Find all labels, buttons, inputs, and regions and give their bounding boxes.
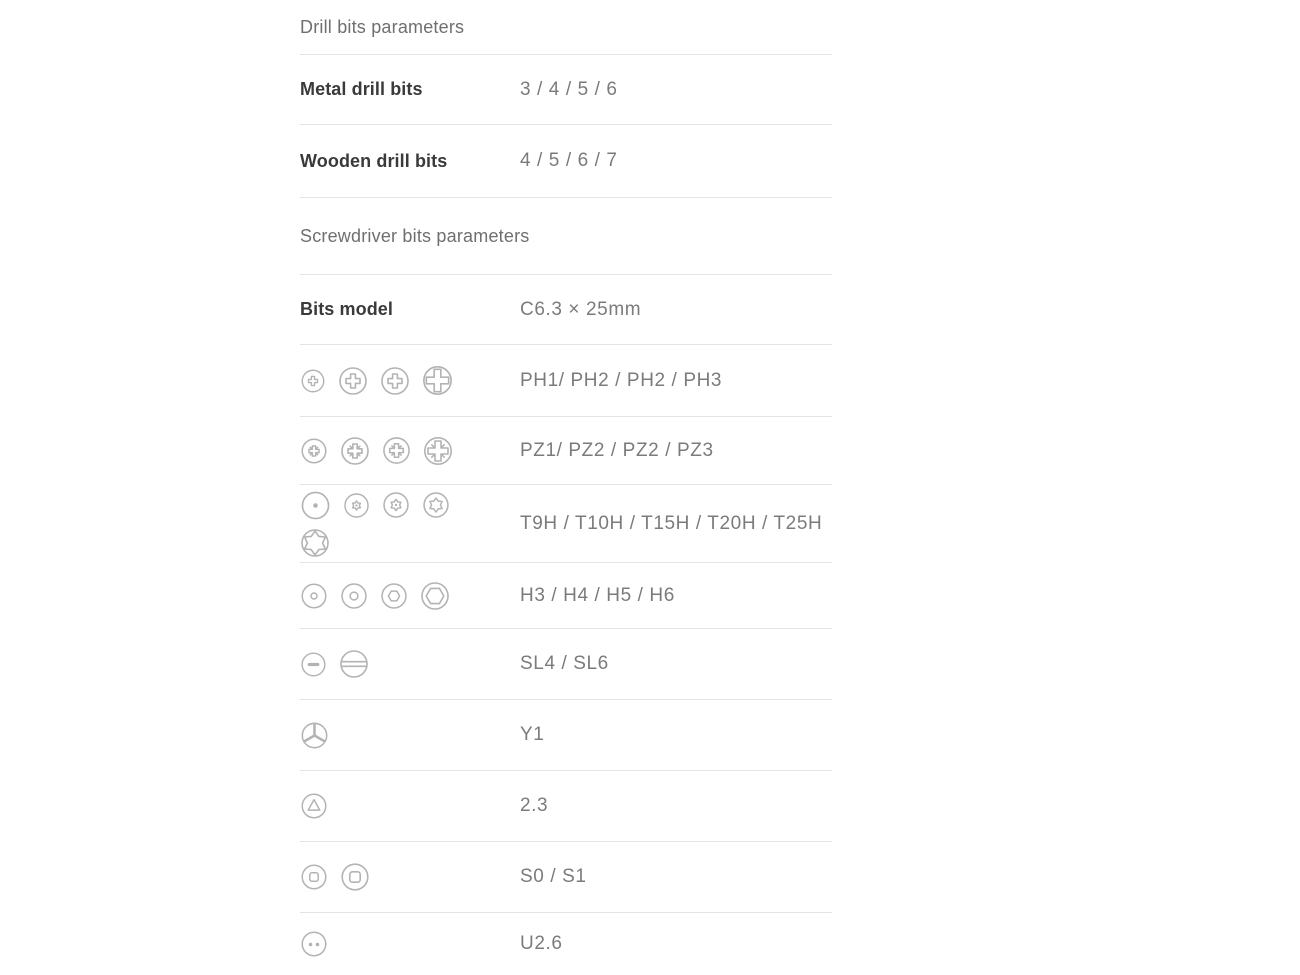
table-row (300, 125, 832, 198)
table-row (300, 842, 832, 913)
torx-t9h-icon (300, 490, 331, 521)
row-value: 2.3 (520, 795, 549, 816)
square-s0-icon (300, 863, 328, 891)
hex-h6-icon (420, 581, 450, 611)
pozidriv-pz2b-icon (382, 436, 411, 465)
section-title: Drill bits parameters (300, 16, 465, 37)
row-value: U2.6 (520, 933, 563, 954)
phillips-ph2b-icon (380, 366, 410, 396)
pozidriv-pz3-icon (423, 436, 453, 466)
table-row (300, 563, 832, 629)
row-value: S0 / S1 (520, 866, 587, 887)
phillips-ph2-icon (338, 366, 368, 396)
ufork-u26-icon (300, 930, 328, 958)
hex-h5-icon (380, 582, 408, 610)
table-row (300, 417, 832, 485)
table-row (300, 345, 832, 417)
row-value: SL4 / SL6 (520, 653, 609, 674)
row-value: C6.3 × 25mm (520, 298, 642, 320)
phillips-ph3-icon (422, 365, 453, 396)
row-value: 3 / 4 / 5 / 6 (520, 78, 618, 100)
row-label: Wooden drill bits (300, 150, 448, 171)
triwing-y1-icon (300, 721, 329, 750)
pozidriv-pz2-icon (340, 436, 370, 466)
slotted-sl4-icon (300, 651, 327, 678)
row-value: T9H / T10H / T15H / T20H / T25H (520, 512, 823, 534)
row-value: PZ1/ PZ2 / PZ2 / PZ3 (520, 439, 714, 461)
row-label: Bits model (300, 299, 394, 319)
row-label: Metal drill bits (300, 79, 423, 99)
hex-h4-icon (340, 582, 368, 610)
table-row (300, 485, 832, 563)
phillips-ph1-icon (300, 368, 326, 394)
slotted-sl6-icon (339, 649, 369, 679)
section-title: Screwdriver bits parameters (300, 225, 530, 246)
square-s1-icon (340, 862, 370, 892)
spec-table (300, 0, 832, 975)
hex-h3-icon (300, 582, 328, 610)
table-row (300, 275, 832, 345)
section-screwdriver-bits (300, 198, 832, 275)
torx-t20h-icon (422, 491, 450, 519)
table-row (300, 771, 832, 842)
table-row (300, 700, 832, 771)
triangle-bit-icon (300, 792, 328, 820)
torx-t15h-icon (382, 491, 410, 519)
pozidriv-pz1-icon (300, 437, 328, 465)
row-value: Y1 (520, 724, 545, 745)
table-row (300, 913, 832, 975)
section-drill-bits (300, 0, 832, 55)
table-row (300, 55, 832, 125)
torx-t10h-icon (343, 492, 370, 519)
table-row (300, 629, 832, 700)
row-value: 4 / 5 / 6 / 7 (520, 150, 618, 171)
row-value: PH1/ PH2 / PH2 / PH3 (520, 369, 723, 391)
torx-t25h-icon (300, 528, 330, 558)
row-value: H3 / H4 / H5 / H6 (520, 584, 675, 606)
